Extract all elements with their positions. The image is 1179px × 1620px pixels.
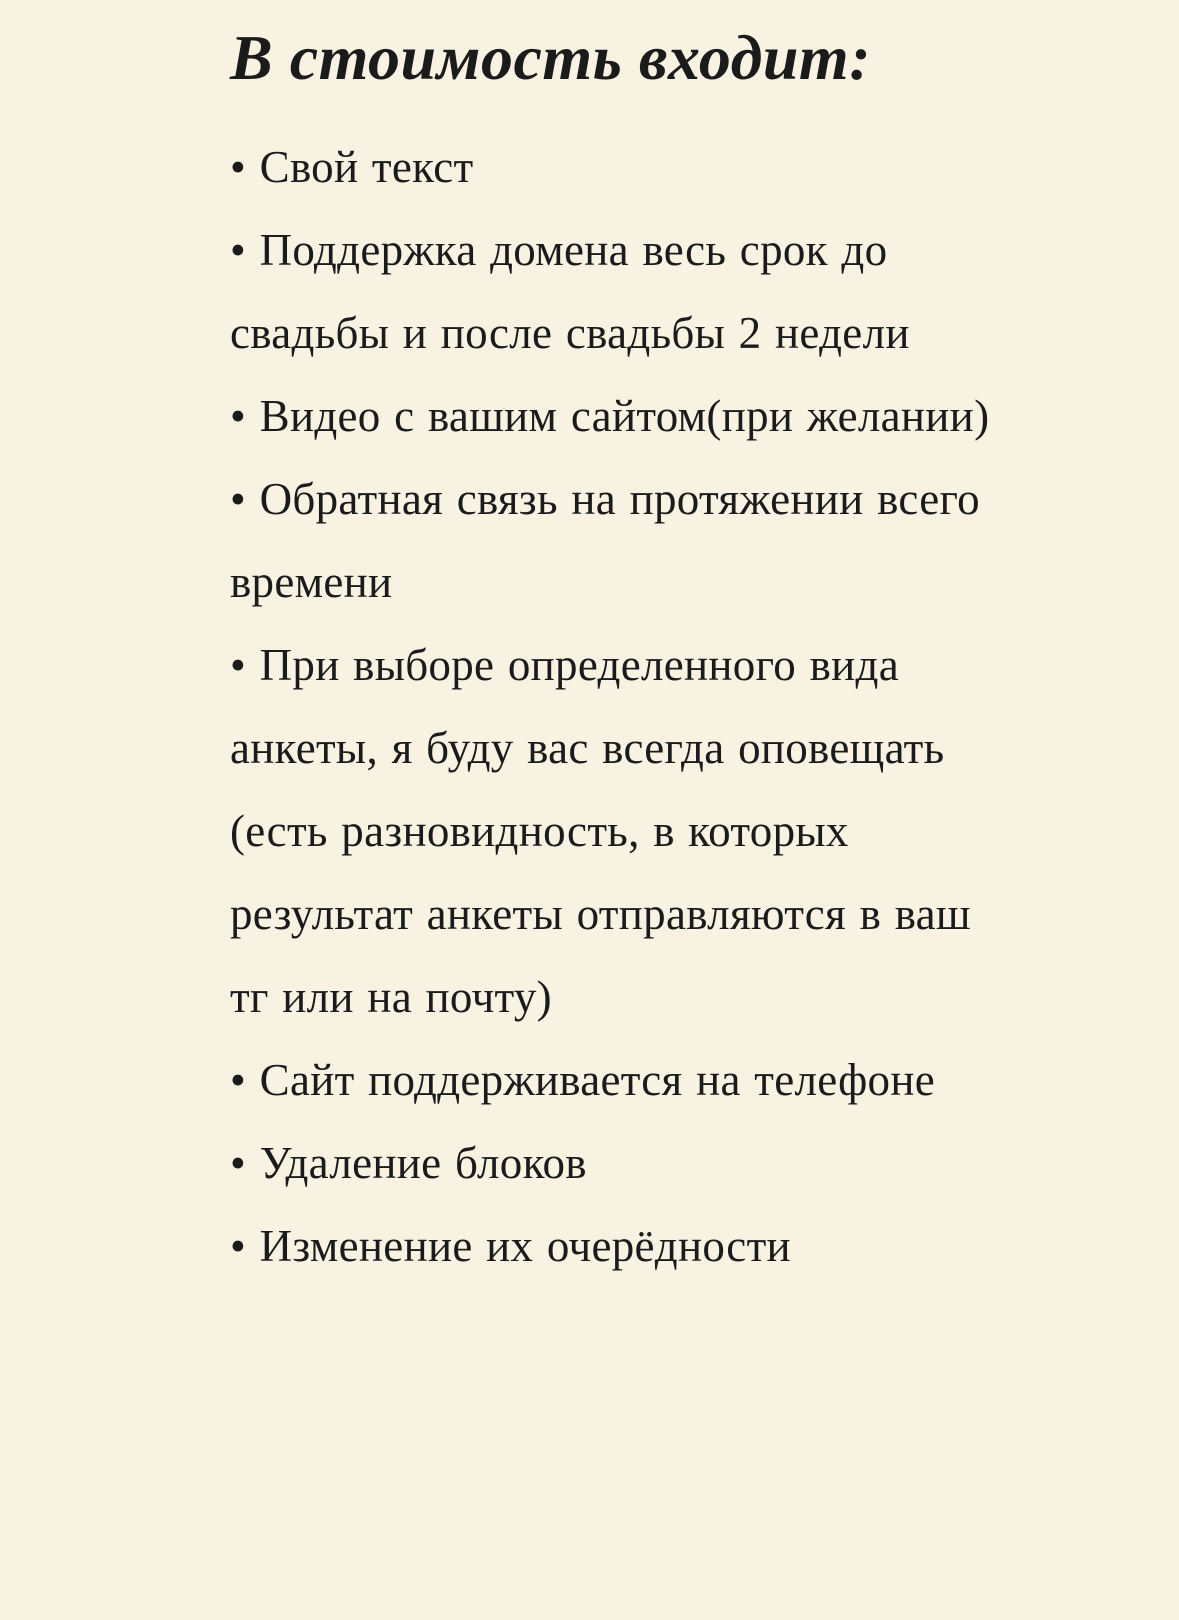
bullet: • bbox=[230, 142, 247, 192]
list-item-text: Свой текст bbox=[259, 142, 474, 192]
list-item-text: Изменение их очерёдности bbox=[259, 1221, 791, 1271]
list-item bbox=[230, 209, 999, 375]
bullet: • bbox=[230, 474, 247, 524]
list-item-text: Удаление блоков bbox=[259, 1138, 587, 1188]
list-item bbox=[230, 126, 999, 209]
list-item-text: Сайт поддерживается на телефоне bbox=[259, 1055, 936, 1105]
bullet: • bbox=[230, 391, 247, 441]
list-item bbox=[230, 1039, 999, 1122]
bullet: • bbox=[230, 1221, 247, 1271]
list-item bbox=[230, 624, 999, 1039]
list-item-text: При выборе определенного вида анкеты, я буду вас всегда оповещать (есть разновидность, в которых результат анкеты отправляются в ваш тг или на почту) bbox=[230, 640, 971, 1022]
price-includes-list bbox=[230, 126, 999, 1288]
bullet: • bbox=[230, 640, 247, 690]
bullet: • bbox=[230, 1055, 247, 1105]
list-item-text: Поддержка домена весь срок до свадьбы и после свадьбы 2 недели bbox=[230, 225, 910, 358]
list-item-text: Обратная связь на протяжении всего времени bbox=[230, 474, 980, 607]
list-item bbox=[230, 375, 999, 458]
bullet: • bbox=[230, 225, 247, 275]
list-item bbox=[230, 1122, 999, 1205]
list-item bbox=[230, 458, 999, 624]
page-title: В стоимость входит: bbox=[230, 22, 871, 93]
list-item bbox=[230, 1205, 999, 1288]
bullet: • bbox=[230, 1138, 247, 1188]
list-item-text: Видео с вашим сайтом(при желании) bbox=[259, 391, 990, 441]
